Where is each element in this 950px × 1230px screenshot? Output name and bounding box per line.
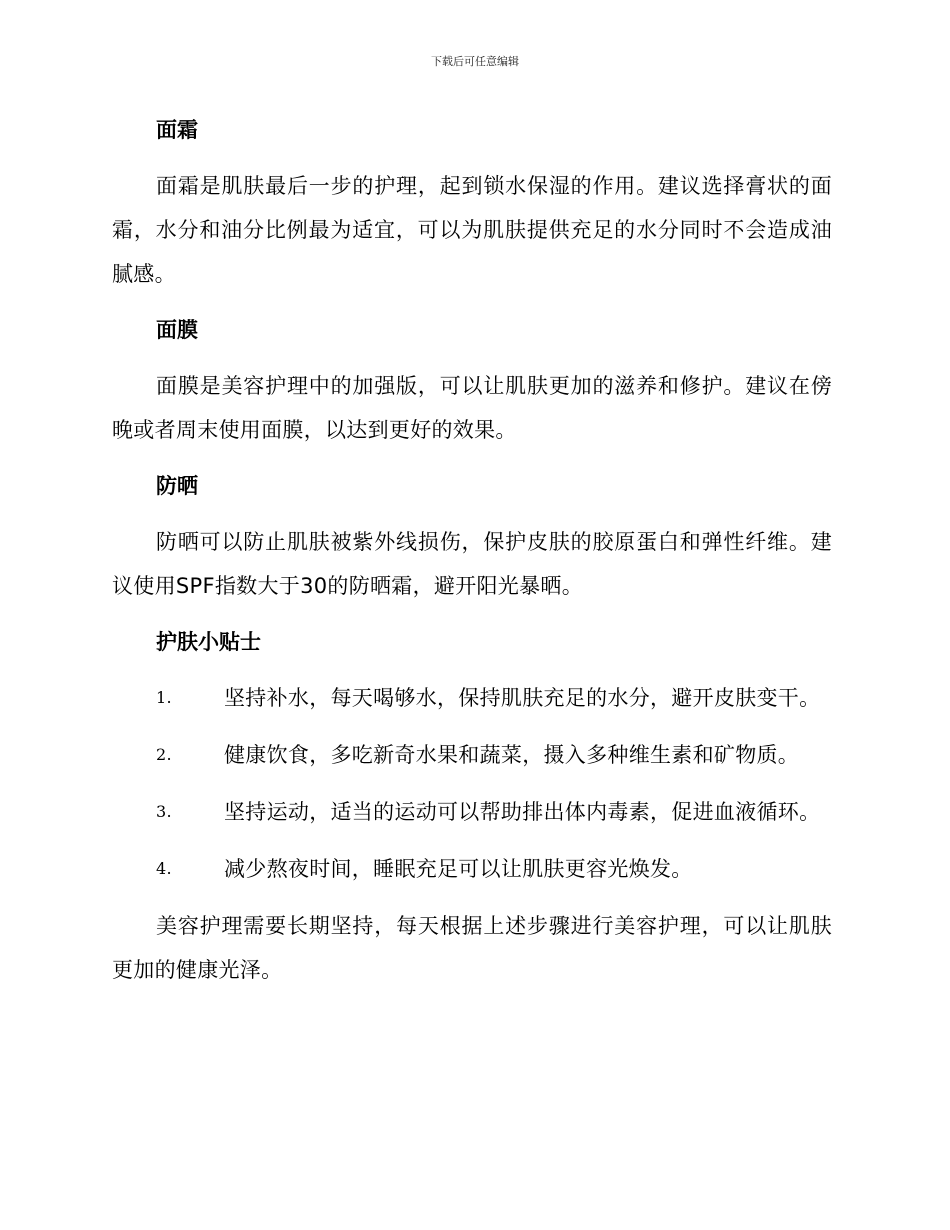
section-heading-skincare-tips: 护肤小贴士	[156, 630, 261, 654]
tip-number: 3.	[156, 802, 172, 821]
paragraph-sunscreen: 防晒可以防止肌肤被紫外线损伤，保护皮肤的胶原蛋白和弹性纤维。建议使用SPF指数大于30的防晒霜，避开阳光暴晒。	[112, 530, 832, 598]
section-face-cream	[112, 112, 832, 296]
tip-text: 减少熬夜时间，睡眠充足可以让肌肤更容光焕发。	[224, 857, 693, 881]
section-heading-face-cream: 面霜	[156, 118, 198, 142]
tip-item-3	[112, 790, 832, 847]
tip-text: 坚持补水，每天喝够水，保持肌肤充足的水分，避开皮肤变干。	[224, 686, 821, 710]
paragraph-face-mask: 面膜是美容护理中的加强版，可以让肌肤更加的滋养和修护。建议在傍晚或者周末使用面膜，以达到更好的效果。	[112, 374, 832, 442]
tips-list	[112, 676, 832, 904]
section-face-mask	[112, 312, 832, 452]
tip-number: 4.	[156, 859, 172, 878]
paragraph-face-cream: 面霜是肌肤最后一步的护理，起到锁水保湿的作用。建议选择膏状的面霜，水分和油分比例最为适宜，可以为肌肤提供充足的水分同时不会造成油腻感。	[112, 174, 832, 286]
tip-item-2	[112, 733, 832, 790]
tip-text: 坚持运动，适当的运动可以帮助排出体内毒素，促进血液循环。	[224, 800, 821, 824]
page-header: 下载后可任意编辑	[431, 55, 519, 68]
section-skincare-tips	[112, 624, 832, 904]
tip-number: 2.	[156, 745, 172, 764]
tip-item-4	[112, 847, 832, 904]
document-body	[112, 112, 832, 992]
section-sunscreen	[112, 468, 832, 608]
tip-number: 1.	[156, 688, 172, 707]
section-heading-face-mask: 面膜	[156, 318, 198, 342]
tip-item-1	[112, 676, 832, 733]
closing-paragraph: 美容护理需要长期坚持，每天根据上述步骤进行美容护理，可以让肌肤更加的健康光泽。	[112, 914, 832, 982]
section-heading-sunscreen: 防晒	[156, 474, 198, 498]
tip-text: 健康饮食，多吃新奇水果和蔬菜，摄入多种维生素和矿物质。	[224, 743, 800, 767]
